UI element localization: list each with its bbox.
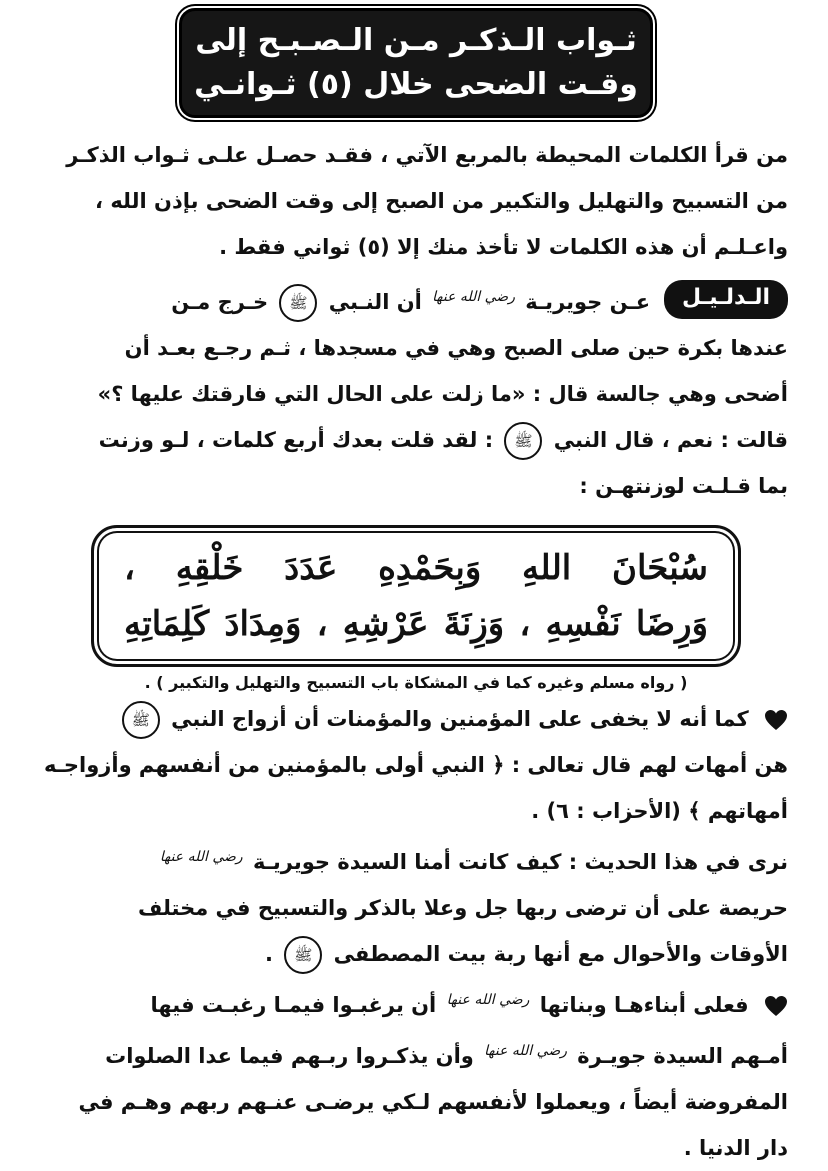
- dhikr-box: [91, 525, 741, 667]
- proof-text-c: خـرج مـن: [171, 290, 269, 314]
- radiya-seal-icon: رضي الله عنها: [446, 992, 530, 1008]
- intro-line-3: واعـلـم أن هذه الكلمات لا تأخذ منك إلا (٥) ثواني فقط .: [219, 235, 788, 259]
- children-line-4: دار الدنيا .: [683, 1136, 788, 1160]
- children-line-2b: وأن يذكـروا ربـهم فيما عدا الصلوات: [105, 1044, 474, 1068]
- proof-badge: الـدلـيـل: [664, 280, 788, 319]
- title-line-1: ثـواب الـذكـر مـن الـصـبـح إلى: [195, 23, 637, 58]
- wives-line-1: [44, 696, 788, 742]
- proof-line: [44, 274, 788, 325]
- children-line-2: [44, 1028, 788, 1079]
- title-line-2: وقـت الضحى خلال (٥) ثـوانـي: [194, 67, 638, 102]
- honor-seal-icon: ﷺ: [504, 422, 542, 460]
- radiya-seal-icon: رضي الله عنها: [159, 849, 243, 865]
- proof-text-a: عـن جويريـة: [525, 290, 651, 314]
- radiya-seal-icon: رضي الله عنها: [432, 289, 515, 305]
- lesson-line-2: حريصة على أن ترضى ربها جل وعلا بالذكر والتسبيح في مختلف: [137, 896, 788, 920]
- children-line-3: المفروضة أيضاً ، ويعملوا لأنفسهم لـكي يرضـى عنـهم ربهم وهـم في: [78, 1090, 788, 1114]
- intro-line-2: من التسبيح والتهليل والتكبير من الصبح إلى وقت الضحى بإذن الله ،: [95, 189, 788, 213]
- wives-line-1-text: كما أنه لا يخفى على المؤمنين والمؤمنات أن أزواج النبي: [171, 707, 749, 731]
- children-line-1b: أن يرغبـوا فيمـا رغبـت فيها: [150, 993, 437, 1017]
- hadith-line-1: عندها بكرة حين صلى الصبح وهي في مسجدها ، ثـم رجـع بعـد أن: [124, 336, 788, 360]
- title-box: [179, 8, 653, 118]
- lesson-line-3-text: الأوقات والأحوال مع أنها ربة بيت المصطفى: [333, 942, 788, 966]
- wives-line-3: أمهاتهم ﴾ (الأحزاب : ٦) .: [531, 799, 788, 823]
- hadith-line-3a: قالت : نعم ، قال النبي: [553, 428, 788, 452]
- dhikr-line-1: سُبْحَانَ اللهِ وَبِحَمْدِهِ عَدَدَ خَلْقِهِ ،: [124, 548, 708, 588]
- heart-icon: [764, 995, 788, 1017]
- dhikr-line-2: وَرِضَا نَفْسِهِ ، وَزِنَةَ عَرْشِهِ ، وَمِدَادَ كَلِمَاتِهِ: [124, 604, 708, 644]
- proof-text-b: أن النـبي: [328, 290, 422, 314]
- intro-line-1: من قرأ الكلمات المحيطة بالمربع الآتي ، فقـد حصـل علـى ثـواب الذكـر: [66, 143, 788, 167]
- children-line-1a: فعلى أبناءهـا وبناتها: [539, 993, 749, 1017]
- honor-seal-icon: ﷺ: [279, 284, 317, 322]
- document-page: [0, 8, 828, 1160]
- honor-seal-icon: ﷺ: [122, 701, 160, 739]
- lesson-line-3: الأوقات والأحوال مع أنها ربة بيت المصطفى ﷺ .: [44, 931, 788, 977]
- source-citation: ( رواه مسلم وغيره كما في المشكاة باب التسبيح والتهليل والتكبير ) .: [144, 673, 688, 692]
- children-line-1: [44, 977, 788, 1028]
- hadith-line-2: أضحى وهي جالسة قال : «ما زلت على الحال التي فارقتك عليها ؟»: [97, 382, 788, 406]
- honor-seal-icon: ﷺ: [284, 936, 322, 974]
- hadith-line-4: بما قـلـت لوزنتهـن :: [579, 474, 788, 498]
- hadith-line-3: [44, 417, 788, 463]
- lesson-line-1-text: نرى في هذا الحديث : كيف كانت أمنا السيدة جويريـة: [252, 850, 788, 874]
- children-line-2a: أمـهم السيدة جويـرة: [577, 1044, 788, 1068]
- radiya-seal-icon: رضي الله عنها: [484, 1043, 567, 1059]
- lesson-line-1: [44, 834, 788, 885]
- hadith-line-3b: : لقد قلت بعدك أربع كلمات ، لـو وزنت: [98, 428, 494, 452]
- wives-line-2: هن أمهات لهم قال تعالى : ﴿ النبي أولى بالمؤمنين من أنفسهم وأزواجـه: [43, 753, 788, 777]
- heart-icon: [764, 709, 788, 731]
